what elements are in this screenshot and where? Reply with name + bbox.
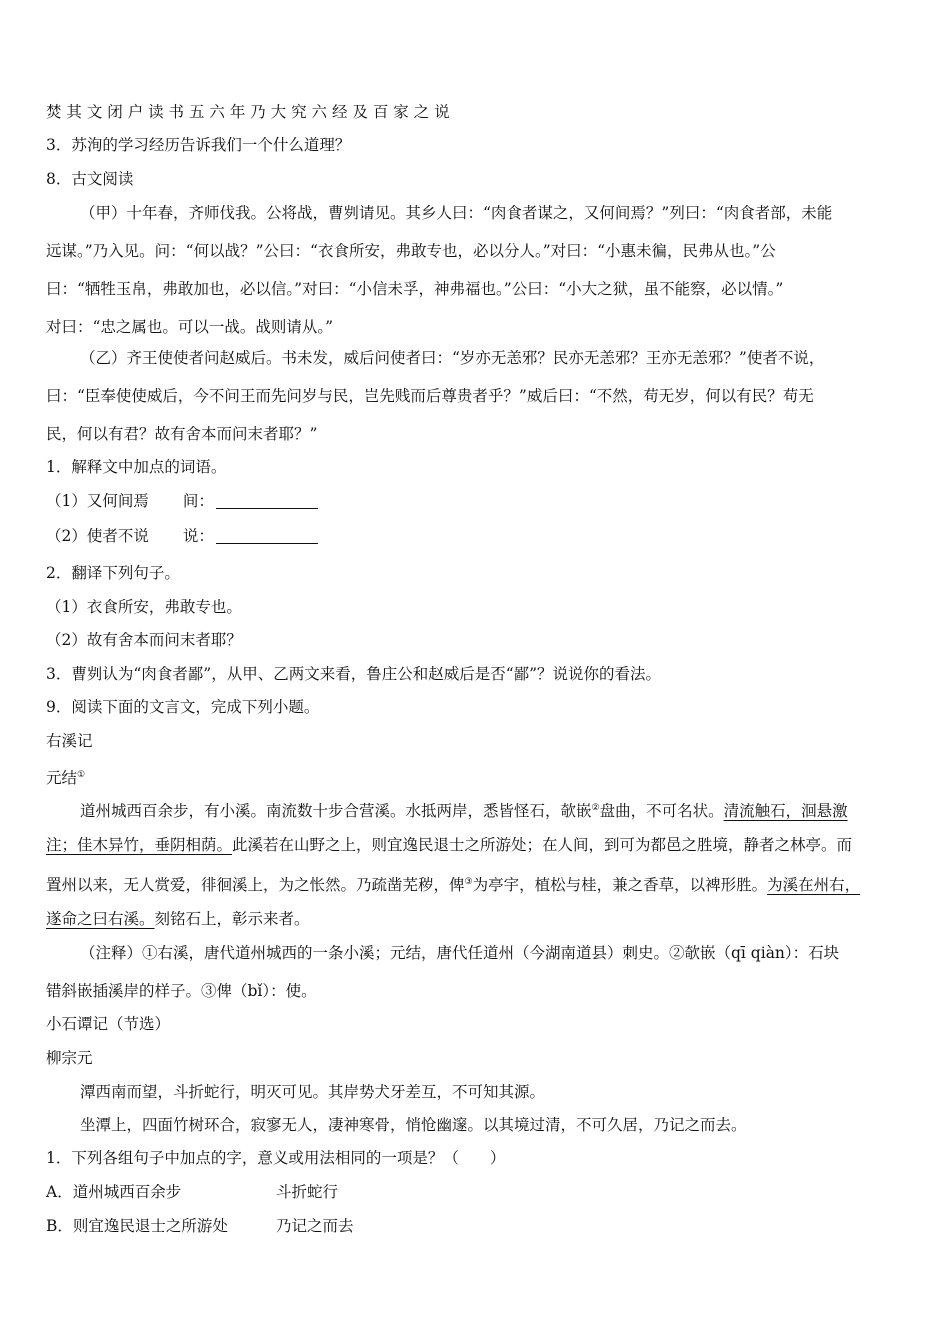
article-title-xiaoshitanji: 小石谭记（节选） (46, 1015, 171, 1033)
annotation-line-2: 错斜嵌插溪岸的样子。③俾（bǐ）：使。 (46, 982, 317, 1000)
footnote-marker-3: ③ (464, 877, 473, 887)
passage-yi-line-3: 民，何以有君？故有舍本而问末者耶？” (46, 425, 318, 443)
article-title-youxiji: 右溪记 (46, 732, 93, 750)
passage-jia-line-2: 远谋。”乃入见。问：“何以战？”公曰：“衣食所安，弗敢专也，必以分人。”对曰：“小惠未徧，民弗从也。”公 (46, 242, 776, 260)
youxiji-line-1 (80, 797, 848, 822)
youxiji-text-3b: 为亭宇，植松与桂，兼之香草，以裨形胜。 (472, 876, 768, 894)
answer-blank-2[interactable] (216, 527, 318, 544)
item-1-phrase: （1）又何间焉 (46, 492, 149, 510)
youxiji-text-4: 刻铭石上，彰示来者。 (154, 910, 310, 928)
question-9-1: 1．下列各组句子中加点的字，意义或用法相同的一项是？（ ） (46, 1149, 506, 1167)
section-8-title: 8．古文阅读 (46, 170, 134, 188)
question-3-suxun: 3．苏洵的学习经历告诉我们一个什么道理？ (46, 136, 351, 154)
passage-jia-line-4: 对曰：“忠之属也。可以一战。战则请从。” (46, 318, 334, 336)
question-8-1-item-2 (46, 525, 318, 547)
xiaoshitanji-line-1: 潭西南而望，斗折蛇行，明灭可见。其岸势犬牙差互，不可知其源。 (80, 1083, 546, 1101)
question-8-2-item-2: （2）故有舍本而问末者耶？ (46, 631, 242, 649)
option-b[interactable] (46, 1215, 354, 1237)
question-8-1-item-1 (46, 490, 318, 512)
article-author-liuzongyuan: 柳宗元 (46, 1049, 93, 1067)
passage-jia-line-3: 曰：“牺牲玉帛，弗敢加也，必以信。”对曰：“小信未孚，神弗福也。”公曰：“小大之狱，虽不能察，必以情。” (46, 280, 784, 298)
passage-jia-line-1: （甲）十年春，齐师伐我。公将战，曹刿请见。其乡人曰：“肉食者谋之，又何间焉？”列曰：“肉食者部，未能 (80, 204, 833, 222)
option-a-left: A．道州城西百余步 (46, 1183, 182, 1201)
answer-blank-1[interactable] (216, 492, 318, 509)
author-name: 元结 (46, 769, 78, 787)
option-a[interactable] (46, 1181, 338, 1203)
underlined-sentence-1a: 清流触石，洄悬激 (723, 802, 848, 820)
article-author-yuanjie (46, 764, 85, 789)
section-9-title: 9．阅读下面的文言文，完成下列小题。 (46, 698, 320, 716)
youxiji-line-2 (46, 834, 852, 856)
question-8-2-item-1: （1）衣食所安，弗敢专也。 (46, 598, 242, 616)
xiaoshitanji-line-2: 坐潭上，四面竹树环合，寂寥无人，凄神寒骨，悄怆幽邃。以其境过清，不可久居，乃记之而去。 (80, 1116, 747, 1134)
underlined-sentence-2a: 为溪在州右， (767, 876, 861, 894)
annotation-line-1: （注释）①右溪，唐代道州城西的一条小溪；元结，唐代任道州（今湖南道县）刺史。②欹嵌（qī qiàn）：石块 (80, 944, 840, 962)
passage-yi-line-1: （乙）齐王使使者问赵威后。书未发，威后问使者曰：“岁亦无恙邪？民亦无恙邪？王亦无恙邪？”使者不说， (80, 349, 825, 367)
question-8-3: 3．曹刿认为“肉食者鄙”，从甲、乙两文来看，鲁庄公和赵威后是否“鄙”？说说你的看法。 (46, 665, 662, 683)
passage-yi-line-2: 曰：“臣奉使使威后，今不问王而先问岁与民，岂先贱而后尊贵者乎？”威后曰：“不然，苟无岁，何以有民？苟无 (46, 387, 814, 405)
youxiji-text-2: 此溪若在山野之上，则宜逸民退士之所游处；在人间，到可为都邑之胜境，静者之林亭。而 (232, 836, 853, 854)
footnote-marker-2: ② (591, 803, 600, 813)
underlined-sentence-1b: 注；佳木异竹，垂阴相荫。 (46, 836, 233, 854)
item-2-word: 说： (182, 527, 214, 545)
youxiji-line-4 (46, 908, 310, 930)
option-b-right: 乃记之而去 (276, 1217, 354, 1235)
youxiji-text-1a: 道州城西百余步，有小溪。南流数十步合营溪。水抵两岸，悉皆怪石，欹嵌 (80, 802, 592, 820)
youxiji-text-1b: 盘曲，不可名状。 (599, 802, 724, 820)
question-8-1: 1．解释文中加点的词语。 (46, 458, 227, 476)
item-2-phrase: （2）使者不说 (46, 527, 149, 545)
youxiji-text-3a: 置州以来，无人赏爱，徘徊溪上，为之怅然。乃疏凿芜秽，俾 (46, 876, 465, 894)
youxiji-line-3 (46, 871, 860, 896)
text-line-1: 焚 其 文 闭 户 读 书 五 六 年 乃 大 究 六 经 及 百 家 之 说 (46, 103, 450, 121)
option-b-left: B．则宜逸民退士之所游处 (46, 1217, 228, 1235)
footnote-marker-1: ① (77, 770, 86, 780)
underlined-sentence-2b: 遂命之曰右溪。 (46, 910, 155, 928)
option-a-right: 斗折蛇行 (276, 1183, 339, 1201)
question-8-2: 2．翻译下列句子。 (46, 564, 180, 582)
item-1-word: 间： (182, 492, 214, 510)
